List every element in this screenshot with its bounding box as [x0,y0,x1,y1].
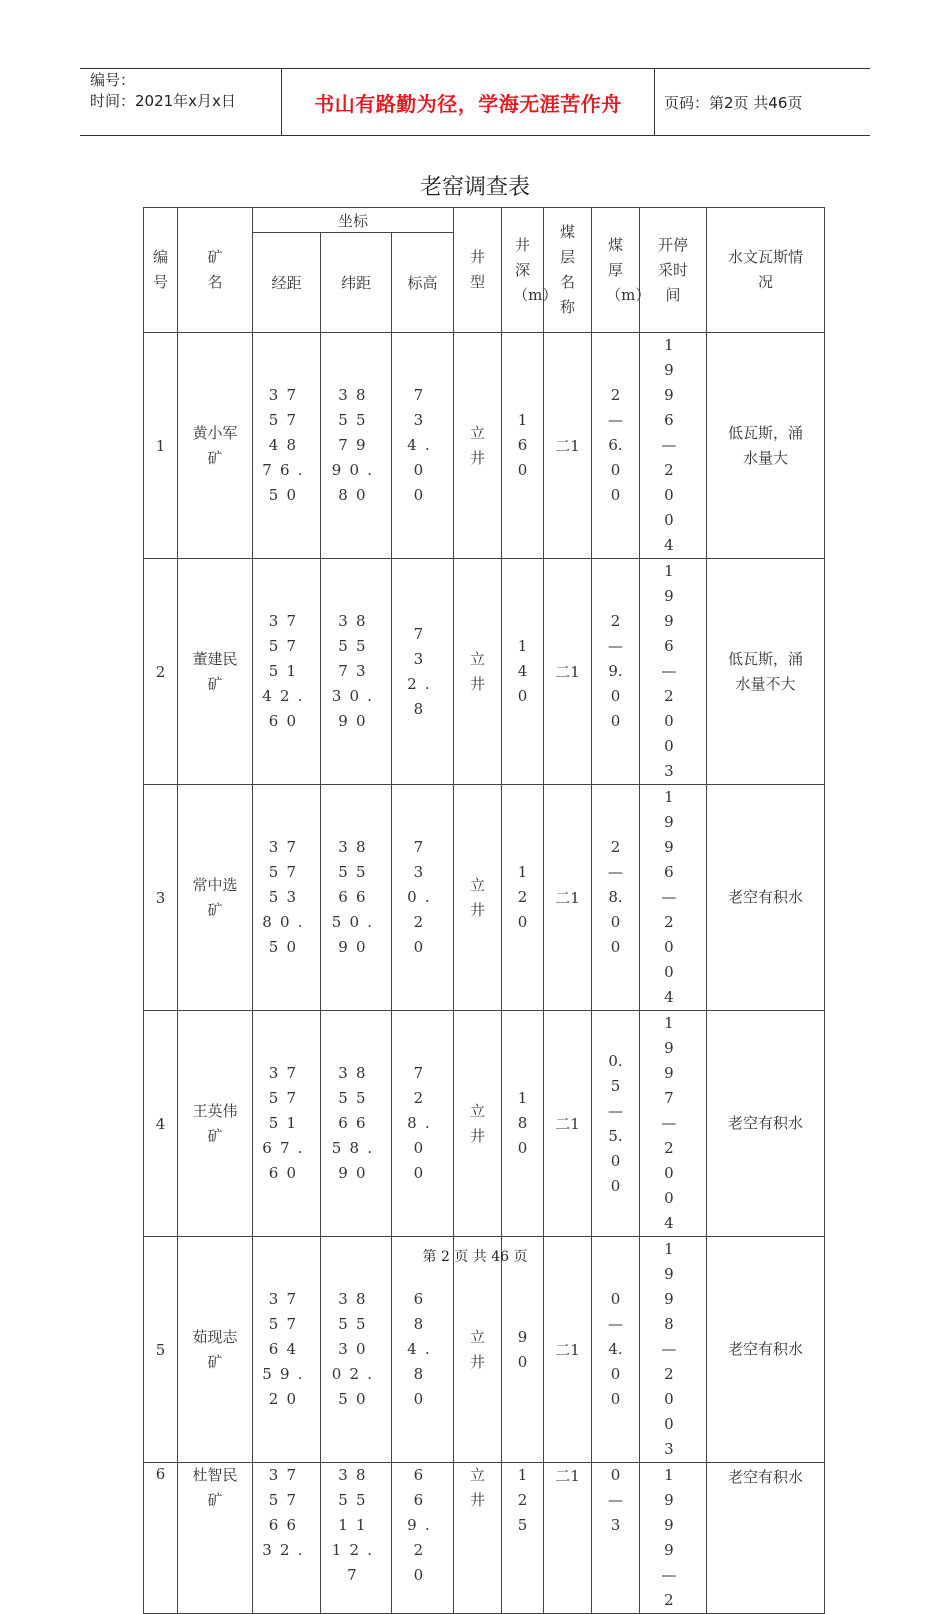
cell-type: 立井 [454,1011,502,1237]
col-header-lat: 纬距 [321,233,392,333]
cell-no: 6 [144,1463,178,1614]
cell-lat: 38553002.50 [321,1237,392,1463]
time-label: 时间：2021年x月x日 [90,92,236,110]
cell-depth: 90 [502,1237,544,1463]
cell-period: 1997—2004 [640,1011,707,1237]
header-motto: 书山有路勤为径，学海无涯苦作舟 [314,92,622,116]
header-meta [90,70,236,112]
cell-thickness: 0.5—5.00 [592,1011,640,1237]
header-divider-2 [654,68,655,136]
cell-mine: 杜智民矿 [178,1463,253,1614]
header-row-1 [144,208,825,233]
cell-mine: 黄小军矿 [178,333,253,559]
table-row [144,785,825,1011]
cell-thickness: 2—6.00 [592,333,640,559]
cell-hydro: 低瓦斯，涌水量大 [707,333,825,559]
cell-seam: 二1 [544,559,592,785]
cell-no: 4 [144,1011,178,1237]
page-footer: 第 2 页 共 46 页 [422,1249,528,1265]
cell-mine: 王英伟矿 [178,1011,253,1237]
cell-hydro: 老空有积水 [707,1237,825,1463]
header-bottom-rule [80,135,870,136]
old-kiln-survey-table [143,207,825,1614]
cell-no: 2 [144,559,178,785]
cell-lon: 37575167.60 [253,1011,321,1237]
cell-hydro: 老空有积水 [707,785,825,1011]
table-row [144,1463,825,1614]
cell-thickness: 0—3 [592,1463,640,1614]
col-header-hydro: 水文瓦斯情况 [707,208,825,333]
cell-period: 1996—2003 [640,559,707,785]
cell-elev: 669.20 [392,1463,454,1614]
cell-elev: 732.8 [392,559,454,785]
table-row [144,559,825,785]
cell-thickness: 2—8.00 [592,785,640,1011]
cell-lat: 38557990.80 [321,333,392,559]
cell-mine: 董建民矿 [178,559,253,785]
cell-elev: 734.00 [392,333,454,559]
cell-seam: 二1 [544,333,592,559]
cell-lon: 37575142.60 [253,559,321,785]
header-top-rule [80,68,870,69]
cell-depth: 180 [502,1011,544,1237]
cell-mine: 茹现志矿 [178,1237,253,1463]
cell-depth: 160 [502,333,544,559]
cell-lon: 37574876.50 [253,333,321,559]
cell-elev: 684.80 [392,1237,454,1463]
cell-period: 1996—2004 [640,333,707,559]
cell-thickness: 0—4.00 [592,1237,640,1463]
table-row [144,1011,825,1237]
col-header-coord: 坐标 [253,208,454,233]
col-header-seam: 煤层名称 [544,208,592,333]
cell-seam: 二1 [544,785,592,1011]
cell-depth: 125 [502,1463,544,1614]
cell-type: 立井 [454,1463,502,1614]
col-header-shaft-type: 井型 [454,208,502,333]
cell-elev: 730.20 [392,785,454,1011]
cell-period: 1998—2003 [640,1237,707,1463]
col-header-mine: 矿名 [178,208,253,333]
cell-hydro: 老空有积水 [707,1011,825,1237]
cell-lon: 37576459.20 [253,1237,321,1463]
cell-type: 立井 [454,785,502,1011]
cell-depth: 120 [502,785,544,1011]
cell-seam: 二1 [544,1463,592,1614]
col-header-elev: 标高 [392,233,454,333]
cell-no: 3 [144,785,178,1011]
cell-lat: 38557330.90 [321,559,392,785]
col-header-no: 编号 [144,208,178,333]
cell-hydro: 低瓦斯，涌水量不大 [707,559,825,785]
cell-mine: 常中选矿 [178,785,253,1011]
page-title: 老窑调查表 [419,175,530,200]
cell-seam: 二1 [544,1237,592,1463]
cell-period: 1996—2004 [640,785,707,1011]
cell-type: 立井 [454,1237,502,1463]
table-row [144,333,825,559]
cell-no: 5 [144,1237,178,1463]
table-row [144,1237,825,1463]
cell-hydro: 老空有积水 [707,1463,825,1614]
cell-depth: 140 [502,559,544,785]
col-header-depth: 井深（m） [502,208,544,333]
cell-elev: 728.00 [392,1011,454,1237]
cell-lat: 38556658.90 [321,1011,392,1237]
header-page-label: 页码：第2页 共46页 [664,94,803,112]
cell-lat: 38551112.7 [321,1463,392,1614]
cell-lon: 37575380.50 [253,785,321,1011]
cell-period: 1999—2 [640,1463,707,1614]
cell-no: 1 [144,333,178,559]
col-header-lon: 经距 [253,233,321,333]
cell-thickness: 2—9.00 [592,559,640,785]
cell-lon: 37576632. [253,1463,321,1614]
code-label: 编号： [90,71,136,89]
cell-seam: 二1 [544,1011,592,1237]
col-header-thickness: 煤厚（m） [592,208,640,333]
cell-lat: 38556650.90 [321,785,392,1011]
col-header-period: 开停采时间 [640,208,707,333]
cell-type: 立井 [454,333,502,559]
cell-type: 立井 [454,559,502,785]
